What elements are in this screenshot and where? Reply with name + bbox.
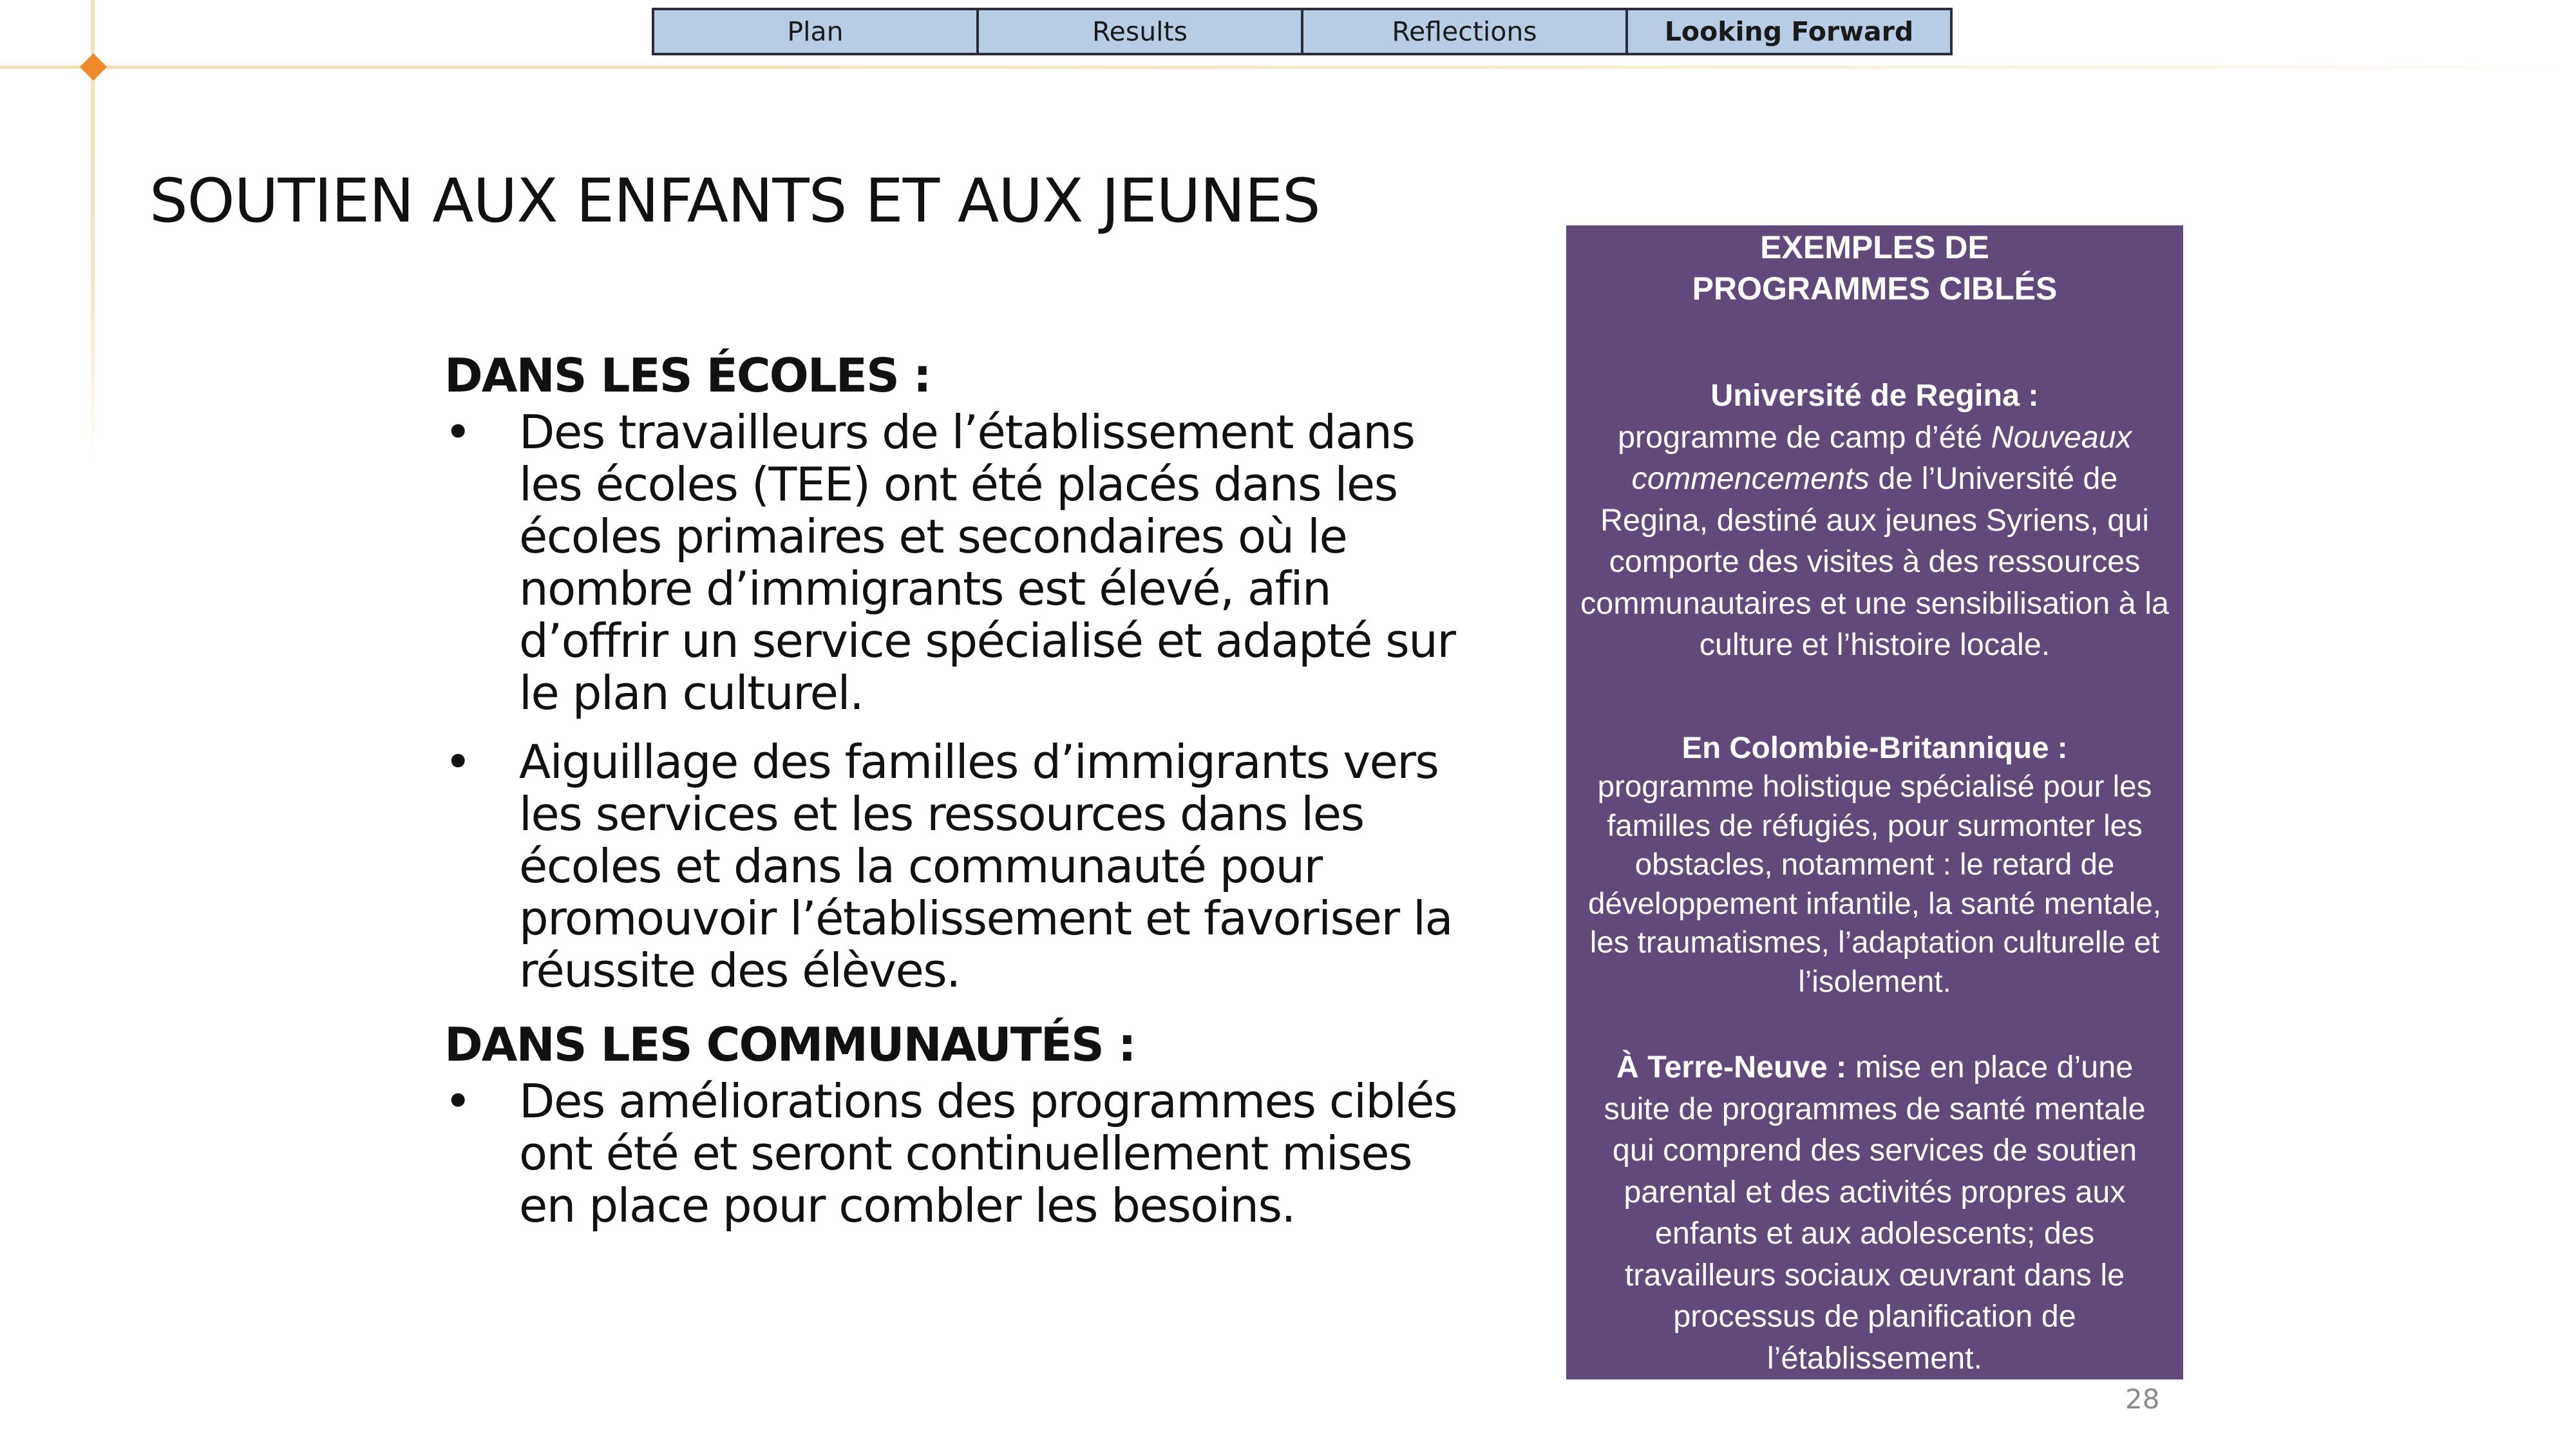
regina-example — [1580, 375, 2169, 666]
bc-heading: En Colombie-Britannique : — [1681, 730, 2068, 765]
panel-title-line1: EXEMPLES DE — [1760, 229, 1989, 265]
regina-heading: Université de Regina : — [1710, 378, 2039, 413]
regina-text-before: programme de camp d’été — [1618, 419, 1991, 455]
tab-looking-forward[interactable]: Looking Forward — [1664, 16, 1914, 47]
list-item — [444, 1075, 1475, 1232]
regina-program-name: Nouveaux commencements — [1631, 419, 2132, 496]
bullet-text: Des travailleurs de l’établissement dans les écoles (TEE) ont été placés dans les écoles primaires et secondaires où le nombre d’immigrants est élevé, afin d’offrir un service spécialisé et adapté sur le plan culturel. — [519, 405, 1455, 720]
main-content — [444, 345, 1475, 1232]
bullet-icon: • — [444, 405, 471, 459]
nl-text: mise en place d’une suite de programmes de santé mentale qui comprend des services de soutien parental et des activités propres aux enfants et aux adolescents; des travailleurs sociaux œuvrant dans le processus de planification de l’établissement. — [1604, 1050, 2146, 1376]
list-item — [444, 406, 1475, 719]
tab-results[interactable]: Results — [979, 10, 1303, 53]
regina-text-after: de l’Université de Regina, destiné aux jeunes Syriens, qui comporte des visites à des ressources communautaires et une sensibilisation à la culture et l’histoire locale. — [1580, 461, 2169, 662]
panel-title — [1580, 227, 2169, 309]
slide-title: SOUTIEN AUX ENFANTS ET AUX JEUNES — [149, 166, 1320, 236]
tab-reflections[interactable]: Reflections — [1303, 10, 1628, 53]
list-item — [444, 736, 1475, 997]
schools-heading: DANS LES ÉCOLES : — [444, 348, 931, 402]
bullet-icon: • — [444, 1074, 471, 1128]
tab-plan[interactable]: Plan — [654, 10, 979, 53]
bc-example — [1580, 729, 2169, 1002]
decorative-horizontal-line — [0, 66, 2576, 69]
section-navigation — [652, 8, 1953, 55]
bullet-icon: • — [444, 735, 471, 789]
bullet-text: Aiguillage des familles d’immigrants vers les services et les ressources dans les écoles et dans la communauté pour promouvoir l’établissement et favoriser la réussite des élèves. — [519, 735, 1453, 998]
page-number: 28 — [2125, 1383, 2160, 1415]
panel-title-line2: PROGRAMMES CIBLÉS — [1692, 270, 2058, 307]
orange-diamond-icon — [80, 53, 107, 80]
bc-text: programme holistique spécialisé pour les familles de réfugiés, pour surmonter les obstacles, notamment : le retard de développement infantile, la santé mentale, les traumatismes, l’adaptation culturelle et l’isolement. — [1588, 770, 2161, 999]
nl-example — [1580, 1046, 2169, 1379]
bullet-text: Des améliorations des programmes ciblés ont été et seront continuellement mises en place pour combler les besoins. — [519, 1074, 1457, 1233]
targeted-programs-panel — [1566, 225, 2183, 1379]
communities-heading: DANS LES COMMUNAUTÉS : — [444, 1018, 1135, 1072]
nl-heading: À Terre-Neuve : — [1616, 1050, 1847, 1084]
